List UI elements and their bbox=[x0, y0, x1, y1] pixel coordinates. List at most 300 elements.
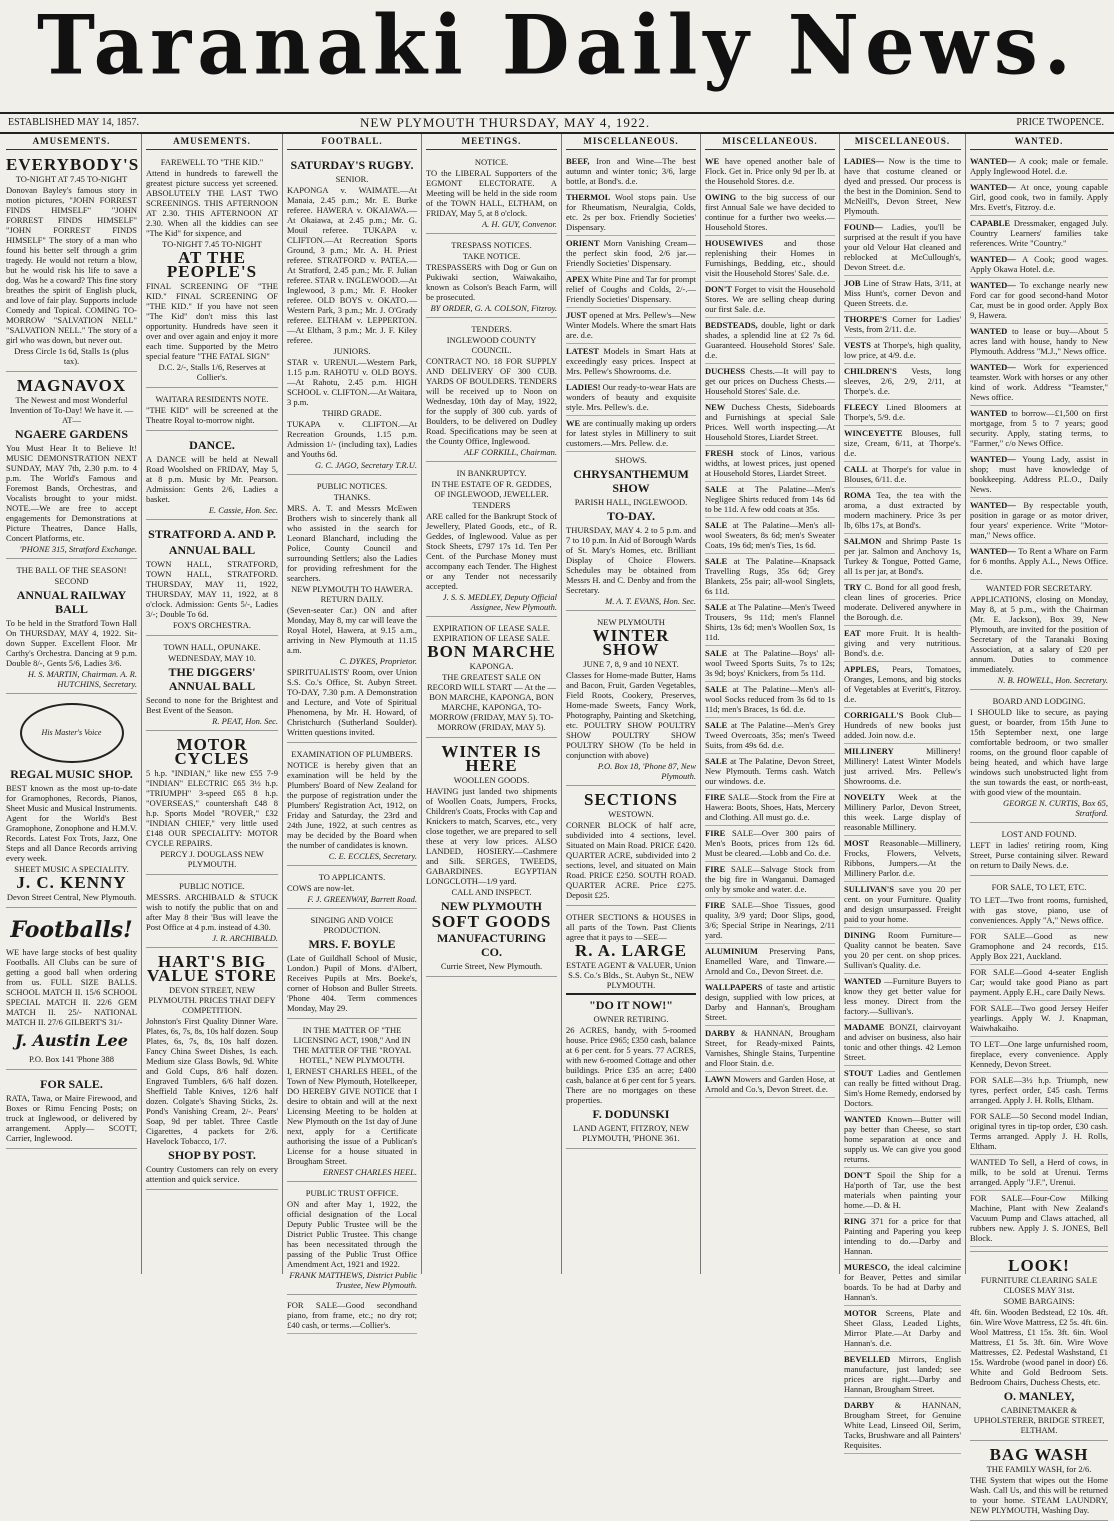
chrysanthemum-show-ad bbox=[566, 452, 696, 611]
ad-title: SATURDAY'S RUGBY. bbox=[290, 158, 414, 172]
classified-text: Spoil the Ship for a Ha'porth of Tar, use the best materials when painting your home.—D. & H. bbox=[844, 1170, 961, 1210]
classified-item bbox=[844, 426, 961, 462]
ad-title: WINTER IS HERE bbox=[441, 742, 542, 775]
ad-title: NOTICE. bbox=[474, 157, 509, 167]
classified-keyword: EAT bbox=[844, 628, 867, 638]
classified-keyword: CORRIGALL'S bbox=[844, 710, 911, 720]
classified-keyword: SALE bbox=[705, 602, 730, 612]
regal-music-ad bbox=[6, 697, 137, 908]
classified-text: BONZI, clairvoyant and adviser on business, also hair tonic and other things. 42 Lemon Street. bbox=[844, 1022, 961, 1062]
classified-item: FOR SALE—3½ h.p. Triumph, new tyres, perfect order, £45 cash. Terms arranged. Apply J. H. Rolls, Eltham. bbox=[970, 1073, 1108, 1109]
ad-title: NGAERE GARDENS bbox=[14, 427, 128, 441]
ad-subtitle: THIRD GRADE. bbox=[322, 408, 382, 418]
classified-item: FOR SALE—Good 4-seater English Car; would take good Piano as part payment. Apply E.H., care Daily News. bbox=[970, 965, 1108, 1001]
price: PRICE TWOPENCE. bbox=[1016, 117, 1104, 128]
column-heading: MISCELLANEOUS. bbox=[844, 134, 961, 150]
classified-item bbox=[705, 790, 835, 826]
ad-subtitle: TENDERS bbox=[472, 500, 511, 510]
classified-item bbox=[705, 446, 835, 482]
licensing-notice bbox=[287, 1022, 417, 1182]
ad-body: (Late of Guildhall School of Music, London.) Pupil of Mons. d'Albert, Receives Pupils at Mrs. Boeke's, corner of Hobson and Buller Streets. 'Phone 404. Term commences Monday, May 29. bbox=[287, 953, 417, 1013]
classified-text: Preserving Pans, Enamelled Ware, and Tinware.—Arnold and Co., Devon Street. d.e. bbox=[705, 946, 835, 976]
ad-signature: 'PHONE 315, Stratford Exchange. bbox=[19, 544, 137, 554]
harts-store-ad bbox=[146, 951, 278, 1190]
classified-text: At once, young capable Girl, good cook, two in family. Apply Mrs. Evett's, Fitzroy. d.e. bbox=[970, 182, 1108, 212]
singing-ad bbox=[287, 912, 417, 1019]
classified-text: Reasonable—Millinery, Frocks, Flowers, Velvets, Ribbons, Jumpers.—At the Millinery Parlor. d.e. bbox=[844, 838, 961, 878]
classified-item bbox=[844, 338, 961, 364]
column-1 bbox=[2, 134, 142, 1274]
classified-text: Young Lady, assist in shop; must have knowledge of bookkeeping. Address P.L.O., Daily News. bbox=[970, 454, 1109, 494]
ad-body: I SHOULD like to secure, as paying guest, or boarder, from 15th June to 15th September next, one large comfortable bedroom, or two smaller rooms, on the ground floor capable of being heated, and which have large windows such unobstructed light from the sun towards the east, or north-east, with good view of the mountain. bbox=[970, 707, 1108, 797]
ad-title: SECTIONS bbox=[584, 790, 678, 809]
bankruptcy-notice bbox=[426, 465, 557, 617]
classified-item: TO LET—One large unfurnished room, fireplace, every convenience. Apply Kennedy, Devon Street. bbox=[970, 1037, 1108, 1073]
classified-item bbox=[970, 278, 1108, 324]
lost-found bbox=[970, 826, 1108, 876]
ad-title: THE BALL OF THE SEASON! bbox=[16, 565, 127, 575]
ad-body: Attend in hundreds to farewell the greatest picture success yet screened. ABSOLUTELY THE LAST TWO SCREENINGS. THIS AFTERNOON AT 2.30. THIS AFTERNOON AT 2.30. When all the kiddies can see "The Kid" for sixpence, and bbox=[146, 168, 278, 238]
ad-signature: N. B. HOWELL, Hon. Secretary. bbox=[997, 675, 1108, 685]
ad-address: CABINETMAKER & UPHOLSTERER, BRIDGE STREET, ELTHAM. bbox=[973, 1405, 1105, 1435]
ad-body: "THE KID" will be screened at the Theatre Royal to-morrow night. bbox=[146, 405, 278, 425]
ad-address: Devon Street Central, New Plymouth. bbox=[6, 892, 137, 902]
ad-body: 5 h.p. "INDIAN," like new £55 7-9 "INDIAN" ELECTRIC £65 3½ h.p. "TRIUMPH" 3-speed £65 8 h.p. "OVERSEAS," countershaft £48 8 h.p. Sports Model "ROVER," £32 "INDIAN CHIEF," very little used £148 OUR SPECIALITY: MOTOR CYCLE REPAIRS. bbox=[146, 768, 278, 848]
ad-body: Classes for Home-made Butter, Hams and Bacon, Fruit, Garden Vegetables, Field Roots, Cookery, Preserves, Home-made Sweets, Fancy Work, Photography, Painting and Sketching, etc. POULTRY SHOW POULTRY SHOW POULTRY SHOW POULTRY SHOW (To be held in conjunction with above) bbox=[566, 670, 696, 760]
classified-keyword: DON'T bbox=[844, 1170, 878, 1180]
ad-title: STRATFORD A. AND P. bbox=[148, 527, 276, 541]
ad-title: ANNUAL RAILWAY BALL bbox=[16, 588, 127, 616]
ad-signature: C. DYKES, Proprietor. bbox=[339, 656, 417, 666]
classified-item bbox=[844, 312, 961, 338]
ad-title: CHRYSANTHEMUM SHOW bbox=[573, 467, 689, 495]
classified-item bbox=[844, 154, 961, 220]
classified-text: Morn Vanishing Cream—the perfect skin food, 2/6 jar.—Friendly Societies' Dispensary. bbox=[566, 238, 696, 268]
ad-body: HAVING just landed two shipments of Woollen Coats, Jumpers, Frocks, Children's Coats, Frocks with Cap and Knickers to match, Scarves, etc., very close together, we are prepared to sell these at very low prices. ALSO LANDED, HOSIERY.—Cashmere and Silk. SERGES, TWEEDS, GABARDINES. EGYPTIAN LONGCLOTH—1/9 yard. bbox=[426, 786, 557, 886]
classified-item bbox=[970, 544, 1108, 580]
opunake-ad bbox=[146, 639, 278, 731]
classified-text: Known—Butter will pay better than Cheese, so start home separation at once and supply us. We can give you good returns. bbox=[844, 1114, 961, 1164]
ad-prices: Dress Circle 1s 6d, Stalls 1s (plus tax). bbox=[14, 346, 129, 366]
ad-subtitle: CALL AND INSPECT. bbox=[451, 887, 532, 897]
classified-item bbox=[844, 1260, 961, 1306]
footballs-ad bbox=[6, 911, 137, 1070]
ad-title: PUBLIC NOTICE. bbox=[179, 881, 245, 891]
ad-subtitle: TO-NIGHT 7.45 TO-NIGHT bbox=[162, 239, 262, 249]
classified-text: Wool stops pain. Use for Rheumatism, Neuralgia, Colds, etc. 2s per box. Friendly Societies' Dispensary. bbox=[566, 192, 696, 232]
ad-title: LOOK! bbox=[1008, 1256, 1070, 1275]
classified-item bbox=[705, 400, 835, 446]
classified-keyword: SALE bbox=[705, 648, 733, 658]
ad-body: NOTICE is hereby given that an examination will be held by the Plumbers' Board of New Zealand for the purpose of registration under the Plumbers' Registration Act, 1912, on Friday and Saturday, the 23rd and 24th June, 1922, at such centres as may be decided by the Board when the number of candidates is known. bbox=[287, 760, 417, 850]
ad-body: TO the LIBERAL Supporters of the EGMONT ELECTORATE. A Meeting will be held in the side room of the TOWN HALL, ELTHAM, on FRIDAY, May 5, at 8 o'clock. bbox=[426, 168, 557, 218]
ad-body: RATA, Tawa, or Maire Firewood, and Boxes or Rimu Fencing Posts; on truck at Inglewood, or delivered by arrangement. Apply— SCOTT, Carrier, Inglewood. bbox=[6, 1093, 137, 1143]
section-heading: BOARD AND LODGING. bbox=[992, 696, 1086, 706]
classified-text: White Pine and Tar for prompt relief of Coughs and Colds, 2/-.—Friendly Societies' Dispensary. bbox=[566, 274, 696, 304]
classified-text: SALE—Over 300 pairs of Men's Boots, prices from 12s 6d. Must be cleared.—Lobb and Co. d.e. bbox=[705, 828, 835, 858]
classified-text: at The Palatine—Men's Tweed Trousers, 9s 11d; men's Flannel Shirts, 13s 6d; men's Woollen Sox, 1s 11d. bbox=[705, 602, 835, 642]
column-heading: FOOTBALL. bbox=[287, 134, 417, 150]
ad-title: WANTED FOR SECRETARY. bbox=[985, 583, 1093, 593]
bus-notice bbox=[146, 878, 278, 948]
classified-item bbox=[705, 554, 835, 600]
classified-keyword: WANTED— bbox=[970, 182, 1021, 192]
section-heading: FOR SALE, TO LET, ETC. bbox=[991, 882, 1087, 892]
classified-text: opened at Mrs. Pellew's—New Winter Models. Where the smart Hats are. d.e. bbox=[566, 310, 696, 340]
plumbers-exam bbox=[287, 746, 417, 866]
ad-subtitle: SENIOR. bbox=[335, 174, 369, 184]
classified-item bbox=[844, 400, 961, 426]
classified-text: Book Club—Hundreds of new books just added. Join now. d.e. bbox=[844, 710, 961, 740]
ad-title: FOR SALE. bbox=[40, 1077, 103, 1091]
ad-title: FAREWELL TO "THE KID." bbox=[160, 157, 264, 167]
ad-footer: FOX'S ORCHESTRA. bbox=[172, 620, 252, 630]
ad-body: A DANCE will be held at Newall Road Woolshed on FRIDAY, May 5, at 8 p.m. Music by Mr. Pearson. Admission: Gents 2/6, Ladies a basket. bbox=[146, 454, 278, 504]
classified-text: Our ready-to-wear Hats are wonders of beauty and exquisite style. Mrs. Pellew's. d.e. bbox=[566, 382, 696, 412]
classified-text: at The Palatine—Men's Grey Tweed Overcoats, 35s; men's Tweed Suits, from 49s 6d. d.e. bbox=[705, 720, 835, 750]
ad-subtitle: DEVON STREET, NEW PLYMOUTH. PRICES THAT DEFY COMPETITION. bbox=[148, 985, 276, 1015]
place-date: NEW PLYMOUTH THURSDAY, MAY 4, 1922. bbox=[360, 115, 651, 130]
section-heading: SHOWS. bbox=[615, 455, 647, 465]
classified-item bbox=[844, 1214, 961, 1260]
classified-text: Vests, long sleeves, 2/6, 2/9, 2/11, at Thorpe's. d.e. bbox=[844, 366, 961, 396]
classified-text: SALE—Shoe Tissues, good quality, 3/9 yard; Door Slips, good, 3/6; Special Stripe in Nearings, 2/11 yard. bbox=[705, 900, 835, 940]
classified-keyword: BEVELLED bbox=[844, 1354, 899, 1364]
ad-subtitle: FURNITURE CLEARING SALE CLOSES MAY 31st. bbox=[980, 1275, 1098, 1295]
ad-title: IN THE ESTATE OF R. GEDDES, OF INGLEWOOD, JEWELLER. bbox=[431, 479, 552, 499]
classified-text: double, light or dark shades, a splendid line at £2 7s 6d. Guaranteed. Household Stores' Sale. d.e. bbox=[705, 320, 835, 360]
ad-title: WINTER SHOW bbox=[592, 626, 670, 659]
ad-title: AT THE PEOPLE'S bbox=[166, 248, 258, 281]
section-heading: TRESPASS NOTICES. bbox=[451, 240, 532, 250]
ad-signature: F. J. GREENWAY, Barrett Road. bbox=[307, 894, 417, 904]
classified-item bbox=[566, 272, 696, 308]
classified-item bbox=[705, 718, 835, 754]
classified-item bbox=[844, 1306, 961, 1352]
column-4 bbox=[422, 134, 562, 1274]
classified-keyword: WE bbox=[705, 156, 725, 166]
sections-ad bbox=[566, 789, 696, 906]
magnavox-ad bbox=[6, 375, 137, 559]
classified-text: & HANNAN, Brougham Street, for Ready-mixed Paints, Varnishes, Shingle Stains, Turpentine and Floor Stain. d.e. bbox=[705, 1028, 835, 1068]
classified-item bbox=[844, 1168, 961, 1214]
classified-text: at The Palatine—Men's all-wool Sweaters, 8s 6d; men's Sweater Coats, 19s 6d; men's Ties, 1s 6d. bbox=[705, 520, 835, 550]
ad-body: LEFT in ladies' retiring room, King Street, Purse containing silver. Reward on return to Daily News. d.e. bbox=[970, 840, 1108, 870]
classified-keyword: MILLINERY bbox=[844, 746, 927, 756]
classified-list bbox=[970, 893, 1108, 1247]
stratford-ball-ad bbox=[146, 523, 278, 636]
ad-subtitle: SHEET MUSIC A SPECIALITY. bbox=[14, 864, 129, 874]
classified-item bbox=[705, 826, 835, 862]
waitara-notice bbox=[146, 391, 278, 431]
classified-keyword: FIRE bbox=[705, 828, 732, 838]
ad-address: ESTATE AGENT & VALUER, Union S.S. Co.'s Blds., St. Aubyn St., NEW PLYMOUTH. bbox=[566, 960, 696, 990]
classified-keyword: ALUMINIUM bbox=[705, 946, 770, 956]
secretary-wanted bbox=[970, 580, 1108, 690]
ad-signature: P.O. Box 18, 'Phone 87, New Plymouth. bbox=[597, 761, 696, 781]
classified-keyword: LADIES! bbox=[566, 382, 603, 392]
ad-title: SOFT GOODS bbox=[431, 912, 552, 931]
ad-title: WAITARA RESIDENTS NOTE. bbox=[155, 394, 269, 404]
classified-text: Pears, Tomatoes, Oranges, Lemons, and big stocks of Vegetables at Everitt's, Fitzroy. d.e. bbox=[844, 664, 961, 704]
classified-item bbox=[844, 1398, 961, 1454]
classified-keyword: OWING bbox=[705, 192, 741, 202]
ad-body: You Must Hear It to Believe It! MUSIC DEMONSTRATION NEXT SUNDAY, MAY 7th, 2.30 p.m. to 4 p.m. The World's Famous and Foremost Bands, Orchestras, and Vocalists brought to your midst. NOTE.—We are free to accept engagements for Demonstrations at Picture Theatres, Dance Halls, Concert Platforms, etc. bbox=[6, 443, 137, 543]
classified-keyword: LADIES— bbox=[844, 156, 889, 166]
ad-title: TAKE NOTICE. bbox=[462, 251, 521, 261]
classified-text: SALE—Salvage Stock from the big fire in Wanganui. Damaged only by smoke and water. d.e. bbox=[705, 864, 835, 894]
classified-keyword: SALE bbox=[705, 556, 734, 566]
classified-keyword: SULLIVAN'S bbox=[844, 884, 899, 894]
ad-body: ARE called for the Bankrupt Stock of Jewellery, Plated Goods, etc., of R. Geddes, of Inglewood. Value as per Stock Sheets, £797 17s 1d. Ten Per Cent. of the Purchase Money must accompany each Tender. The Highest or any Tender not necessarily accepted. bbox=[426, 511, 557, 591]
applicants-notice bbox=[287, 869, 417, 909]
footballs-script-heading: Footballs! bbox=[10, 917, 133, 943]
classified-text: Week at the Millinery Parlor, Devon Street, this week. Large display of reasonable Millinery. bbox=[844, 792, 961, 832]
classified-keyword: FOUND— bbox=[844, 222, 892, 232]
classified-item: WANTED To Sell, a Herd of cows, in milk, to be sold at Urenui. Terms arranged. Apply "J.F.", Urenui. bbox=[970, 1155, 1108, 1191]
ad-signature: C. E. ECCLES, Secretary. bbox=[328, 851, 417, 861]
rugby-fixtures bbox=[287, 154, 417, 475]
classified-text: Mowers and Garden Hose, at Arnold and Co.'s, Devon Street. d.e. bbox=[705, 1074, 835, 1094]
ad-signature: E. Cassie, Hon. Sec. bbox=[208, 505, 278, 515]
ad-subtitle: NEW PLYMOUTH bbox=[597, 617, 665, 627]
ad-signature: M. A. T. EVANS, Hon. Sec. bbox=[605, 596, 696, 606]
classified-text: at The Palatine, Devon Street, New Plymouth. Terms cash. Watch our windows. d.e. bbox=[705, 756, 835, 786]
ad-body: STAR v. URENUI.—Western Park, 1.15 p.m. RAHOTU v. OLD BOYS.—At Rahotu, 2.45 p.m. HIGH SCHOOL v. CLIFTON.—At Waitara, 3 p.m. bbox=[287, 357, 417, 407]
classified-text: Tea, the tea with the aroma, a dust extracted by modern machinery. Price 3s per lb, 6lbs 17s, at Bond's. bbox=[844, 490, 961, 530]
ad-signature: ALF CORKILL, Chairman. bbox=[463, 447, 557, 457]
classified-item bbox=[566, 154, 696, 190]
divider bbox=[566, 993, 696, 995]
his-masters-voice-emblem: His Master's Voice bbox=[20, 703, 124, 763]
classified-keyword: MADAME bbox=[844, 1022, 890, 1032]
classified-text: the ideal calcimine for Beaver, Pettes and similar boards. To be had at Darby and Hannan's. bbox=[844, 1262, 961, 1302]
motor-cycles-ad bbox=[146, 734, 278, 875]
ad-body: I, ERNEST CHARLES HEEL, of the Town of New Plymouth, Hotelkeeper, DO HEREBY GIVE NOTICE that I desire to obtain and will at the next Licensing Meeting to be holden at New Plymouth on the 1st day of June next, apply for a Certificate authorising the issue of a Publican's License for a house situated in Brougham Street. bbox=[287, 1066, 417, 1166]
classified-item bbox=[705, 482, 835, 518]
firewood-ad bbox=[6, 1073, 137, 1149]
dateline bbox=[0, 112, 1114, 134]
classified-keyword: WANTED— bbox=[970, 546, 1019, 556]
ad-body: WE have large stocks of best quality Footballs. All Clubs can be sure of getting a good ball when ordering from us. FULL SIZE BALLS. SCHOOL MATCH II. 15/6 SCHOOL SPECIAL MATCH II. 22/6 GEM MATCH II. 25/- NATIONAL MATCH II. 27/6 GILBERT'S 31/- bbox=[6, 947, 137, 1027]
established-date: ESTABLISHED MAY 14, 1857. bbox=[8, 117, 139, 128]
classified-item bbox=[844, 626, 961, 662]
column-6 bbox=[701, 134, 840, 1274]
classified-keyword: RING bbox=[844, 1216, 871, 1226]
classified-keyword: LATEST bbox=[566, 346, 604, 356]
ad-body: Donovan Bayley's famous story in motion pictures, "JOHN FORREST FINDS HIMSELF" "JOHN FORREST FINDS HIMSELF" "JOHN FORREST FINDS HIMSELF" The story of a man who found his better self through a grim tragedy. He would not return a blow, but he would risk his life to save a dog. Was he a coward? This fine story breathes the spirit of English pluck, and love of fair play. Supports include Comedy and Topical. COMING TO-MORROW "SALVATION NELL" "SALVATION NELL." The story of a girl who was down, but never out. bbox=[6, 185, 137, 345]
classified-item bbox=[705, 154, 835, 190]
classified-item bbox=[844, 364, 961, 400]
public-notices bbox=[287, 478, 417, 743]
classified-item bbox=[844, 1352, 961, 1398]
classified-text: Blouses, full size, Cream, 6/11, at Thorpe's. d.e. bbox=[844, 428, 961, 458]
ad-title: TOWN HALL, OPUNAKE. bbox=[163, 642, 261, 652]
classified-keyword: APPLES, bbox=[844, 664, 893, 674]
ad-body: BEST known as the most up-to-date for Gramophones, Records, Pianos, Sheet Music and Musical Instruments. Agent for the World's Best Gramophone, Zonophone and H.M.V. Records. Latest Fox Trots, Jazz, One Steps and all Dance Records arriving every week. bbox=[6, 783, 137, 863]
public-trust-notice bbox=[287, 1185, 417, 1295]
classified-item bbox=[844, 836, 961, 882]
classified-keyword: MOTOR bbox=[844, 1308, 886, 1318]
classified-item bbox=[705, 318, 835, 364]
classified-keyword: DINING bbox=[844, 930, 888, 940]
ad-subtitle: JUNE 7, 8, 9 and 10 NEXT. bbox=[583, 659, 679, 669]
classified-keyword: MOST bbox=[844, 838, 880, 848]
classified-text: & HANNAN, Brougham Street, for Genuine White Lead, Linseed Oil, Serim, Tacks, Brushware and all Painters' Requisites. bbox=[844, 1400, 961, 1450]
ad-body: KAPONGA v. WAIMATE.—At Manaia, 2.45 p.m.; Mr. E. Burke referee. HAWERA v. OKAIAWA.—At Okaiawa, at 2.45 p.m.; Mr. G. Mouil referee. TUKAPA v. CLIFTON.—At Recreation Sports Ground, 3 p.m.; Mr. A. H. Priest referee. STRATFORD v. PATEA.—At Stratford, 2.45 p.m.; Mr. F. Julian referee. STAR v. INGLEWOOD.—At Inglewood, 3 p.m.; Mr. F. Hooker referee. OLD BOYS v. OKATO.—Western Park, 3 p.m.; Mr. J. O'Grady referee. ELTHAM v. LEPPERTON.—At Eltham, 3 p.m.; Mr. J. F. Kiley referee. bbox=[287, 185, 418, 345]
ad-subtitle: THE FAMILY WASH, for 2/6. bbox=[986, 1464, 1092, 1474]
classified-text: Screens, Plate and Sheet Glass, Leaded Lights, Mirror Plate.—At Darby and Hannan's. d.e. bbox=[844, 1308, 961, 1348]
ad-body: TOWN HALL, STRATFORD, TOWN HALL, STRATFORD. THURSDAY, MAY 11, 1922, THURSDAY, MAY 11, 1922, at 8 o'clock. Admission: Gents 5/-, Ladies 3/-; Double To 6d. bbox=[146, 559, 278, 619]
classified-item bbox=[705, 682, 835, 718]
piano-sale: FOR SALE—Good secondhand piano, from frame, etc.; no dry rot; £40 cash, or terms.—Collier's. bbox=[287, 1298, 417, 1334]
classified-text: and Shrimp Paste 1s per jar. Salmon and Anchovy 1s, Turkey & Tongue, Potted Game, all 1s per jar, at Bond's. bbox=[844, 536, 961, 576]
ad-subtitle: TO-NIGHT AT 7.45 TO-NIGHT bbox=[15, 174, 128, 184]
ad-title: MANUFACTURING CO. bbox=[436, 931, 547, 959]
classified-keyword: DON'T bbox=[705, 284, 735, 294]
liberal-meeting bbox=[426, 154, 557, 234]
classified-keyword: DARBY bbox=[705, 1028, 742, 1038]
classified-item bbox=[844, 1066, 961, 1112]
classified-text: Mirrors, English manufacture, just landed; see prices are right.—Darby and Hannan, Brougham Street. bbox=[844, 1354, 961, 1394]
classified-keyword: APEX bbox=[566, 274, 592, 284]
classified-item bbox=[566, 308, 696, 344]
ad-title: MOTOR CYCLES bbox=[174, 735, 250, 768]
ad-title: REGAL MUSIC SHOP. bbox=[10, 767, 133, 781]
ad-body: THURSDAY, MAY 4. 2 to 5 p.m. and 7 to 10 p.m. In Aid of Borough Wards of St. Mary's Homes, etc. Brilliant Display of Choice Flowers. Schedules may be obtained from Messrs H. and C. Denby and from the Secretary. bbox=[566, 525, 696, 595]
ad-subtitle: KAPONGA. bbox=[469, 661, 514, 671]
ad-body: TUKAPA v. CLIFTON.—At Recreation Grounds, 1.15 p.m. Admission 1/- (including tax), Ladies and Youths 6d. bbox=[287, 419, 417, 459]
classified-text: to the big success of our first Annual Sale we have decided to continue for a further two weeks.—Household Stores. bbox=[705, 192, 835, 232]
classified-text: Ladies, you'll be surprised at the result if you have your old Velour Hat cleaned and reblocked at McCullough's, Devon Street. d.e. bbox=[844, 222, 961, 272]
ad-body: SPIRITUALISTS' Room, over Union S.S. Co.'s Office, St. Aubyn Street. TO-DAY, 7.30 p.m. A Demonstration and Lecture, and Vote of Spiritual Phenomena, by Mr. H. Howard, of Christchurch (Sutherland Soulder). Written questions invited. bbox=[287, 667, 417, 737]
classified-text: A Cook; good wages. Apply Okawa Hotel. d.e. bbox=[970, 254, 1108, 274]
classified-item bbox=[705, 236, 835, 282]
ad-body: COWS are now-let. bbox=[287, 883, 355, 893]
classified-keyword: SALE bbox=[705, 756, 731, 766]
ad-title: INGLEWOOD COUNTY COUNCIL. bbox=[446, 335, 537, 355]
classified-keyword: WANTED— bbox=[970, 280, 1020, 290]
ad-title: BON MARCHE bbox=[427, 642, 556, 661]
classified-keyword: THORPE'S bbox=[844, 314, 893, 324]
classified-item bbox=[970, 406, 1108, 452]
ad-title: HART'S BIG VALUE STORE bbox=[147, 952, 277, 985]
columns bbox=[2, 134, 1112, 1515]
ad-signature: R. PEAT, Hon. Sec. bbox=[212, 716, 278, 726]
classified-item bbox=[705, 364, 835, 400]
the-kid-ad bbox=[146, 154, 278, 388]
for-sale-to-let bbox=[970, 879, 1108, 1252]
ad-title: NEW PLYMOUTH TO HAWERA. RETURN DAILY. bbox=[291, 584, 413, 604]
classified-item bbox=[705, 898, 835, 944]
ad-signature: PERCY J. DOUGLASS NEW PLYMOUTH. bbox=[160, 849, 264, 869]
large-estate-ad bbox=[566, 909, 696, 1149]
classified-text: —Furniture Buyers to know they get better value for less money. Direct from the factory.—Sullivan's. bbox=[844, 976, 961, 1016]
classified-keyword: JOB bbox=[844, 278, 864, 288]
classified-item bbox=[844, 744, 961, 790]
classified-text: Millinery! Millinery! Latest Winter Models just arrived. Mrs. Pellew's Showrooms. d.e. bbox=[844, 746, 961, 786]
bon-marche-ad bbox=[426, 620, 557, 738]
ad-title: SHOP BY POST. bbox=[168, 1148, 256, 1162]
ad-footer: P.O. Box 141 'Phone 388 bbox=[28, 1054, 115, 1064]
classified-item bbox=[970, 452, 1108, 498]
ad-body: To be held in the Stratford Town Hall On THURSDAY, MAY 4, 1922. Sit-down Supper. Excellent Floor. Mr Carthy's Orchestra. Dancing at 9 p.m. Double 8/-, Gents 5/6, Ladies 3/6. bbox=[6, 618, 137, 668]
classified-text: By respectable youth, position in garage or as motor driver, four years' experience. Write "Motor-man," News office. bbox=[970, 500, 1108, 540]
classified-item bbox=[844, 1112, 961, 1168]
ad-title: O. MANLEY, bbox=[1003, 1389, 1075, 1403]
classified-item bbox=[705, 754, 835, 790]
classified-item bbox=[705, 282, 835, 318]
ad-title: EXPIRATION OF LEASE SALE. EXPIRATION OF LEASE SALE. bbox=[432, 623, 551, 643]
section-heading: TENDERS. bbox=[471, 324, 512, 334]
ad-title: R. A. LARGE bbox=[574, 941, 688, 960]
classified-text: and those replenishing their Homes in Furnishings, Bedding, etc., should visit the Household Stores' Sale. d.e. bbox=[705, 238, 835, 278]
column-heading: MISCELLANEOUS. bbox=[566, 134, 696, 150]
classified-text: Now is the time to have that costume cleaned or dyed and pressed. Our process is the best in the Dominion. Send to McNeill's, Devon Street, New Plymouth. bbox=[844, 156, 961, 216]
classified-text: Lined Bloomers at Thorpe's, 5/9. d.e. bbox=[844, 402, 961, 422]
classified-item bbox=[705, 600, 835, 646]
classified-text: A cook; male or female. Apply Inglewood Hotel. d.e. bbox=[970, 156, 1109, 176]
classified-keyword: WINCEYETTE bbox=[844, 428, 912, 438]
classified-item bbox=[844, 790, 961, 836]
classified-item: FOR SALE—Good as new Gramophone and 24 records, £15. Apply Box 221, Auckland. bbox=[970, 929, 1108, 965]
classified-keyword: VESTS bbox=[844, 340, 874, 350]
ad-signature: H. S. MARTIN, Chairman. A. R. HUTCHINS, Secretary. bbox=[27, 669, 137, 689]
classified-item bbox=[566, 344, 696, 380]
ad-body: Johnston's First Quality Dinner Ware. Plates, 6s, 7s, 8s, 10s half dozen. Soup Plates, 6s, 7s, 8s, 10s half dozen. Fancy China Sweet Dishes, 1s each. Medium size Glass Bowls, 9d. White and Gold Cups, 8/6 half dozen. Engraved Tumblers, 6/6 half dozen. Sheffield Table Knives, 12/6 half dozen. Colgate's Shaving Sticks, 2s. Pond's Vanishing Cream, 2/-. Pears' Soap, 9d per tablet. Three Castle Cigarettes, 4 packets for 2/6. Havelock Tobacco, 1/7. bbox=[146, 1016, 278, 1146]
classified-text: more Fruit. It is health-giving and very nutritious. Bond's. d.e. bbox=[844, 628, 961, 658]
classified-keyword: LAWN bbox=[705, 1074, 734, 1084]
column-8 bbox=[966, 134, 1112, 1515]
column-heading: MISCELLANEOUS. bbox=[705, 134, 835, 150]
ad-title: TO APPLICANTS. bbox=[318, 872, 386, 882]
section-heading: IN BANKRUPTCY. bbox=[456, 468, 527, 478]
column-heading: AMUSEMENTS. bbox=[146, 134, 278, 150]
ad-body: MRS. A. T. and Messrs McEwen Brothers wish to sincerely thank all who assisted in the search for Leonard Blanchard, including the Police, County Council and surrounding Settlers; also the Ladies for providing refreshment for the searchers. bbox=[287, 503, 417, 583]
classified-item bbox=[844, 928, 961, 974]
classified-text: have opened another bale of Flock. Get in. Price only 9d per lb. at the Household Stores. d.e. bbox=[705, 156, 835, 186]
ad-signature: ERNEST CHARLES HEEL. bbox=[322, 1167, 417, 1177]
classified-text: at Thorpe's for value in Blouses, 6/11. d.e. bbox=[844, 464, 961, 484]
classified-keyword: STOUT bbox=[844, 1068, 878, 1078]
ad-title: TO-DAY. bbox=[607, 509, 655, 523]
ad-title: THANKS. bbox=[333, 492, 371, 502]
classified-keyword: TRY bbox=[844, 582, 865, 592]
classified-keyword: THERMOL bbox=[566, 192, 616, 202]
ad-subtitle: OWNER RETIRING. bbox=[593, 1014, 669, 1024]
ad-title: SINGING AND VOICE PRODUCTION. bbox=[310, 915, 394, 935]
classified-keyword: FIRE bbox=[705, 864, 732, 874]
dance-ad bbox=[146, 434, 278, 520]
ad-title: NEW PLYMOUTH bbox=[440, 899, 542, 913]
classified-text: Ladies and Gentlemen can really be fitted without Drag. Sim's Home Remedy, endorsed by Doctors. bbox=[844, 1068, 961, 1108]
signature-script: J. Austin Lee bbox=[15, 1031, 128, 1050]
column-2 bbox=[142, 134, 283, 1274]
ad-signature: A. H. GUY, Convenor. bbox=[481, 219, 557, 229]
ad-title: EVERYBODY'S bbox=[6, 155, 140, 174]
classified-item bbox=[970, 154, 1108, 180]
railway-ball-ad bbox=[6, 562, 137, 694]
winter-goods-ad bbox=[426, 741, 557, 977]
ad-subtitle: SOME BARGAINS: bbox=[1003, 1296, 1075, 1306]
ad-body: ON and after May 1, 1922, the official designation of the Local Deputy Public Trustee will be the District Public Trustee. This change has been necessitated through the passing of the Public Trust Office Amendment Act, 1921 and 1922. bbox=[287, 1199, 417, 1269]
classified-text: Line of Straw Hats, 3/11, at Miss Hunt's, corner Devon and Queen Streets. d.e. bbox=[844, 278, 962, 308]
classified-item bbox=[705, 944, 835, 980]
classified-keyword: CHILDREN'S bbox=[844, 366, 912, 376]
ad-signature: GEORGE N. CURTIS, Box 65, Stratford. bbox=[1002, 798, 1108, 818]
classified-keyword: WE bbox=[566, 418, 583, 428]
classified-item bbox=[705, 518, 835, 554]
